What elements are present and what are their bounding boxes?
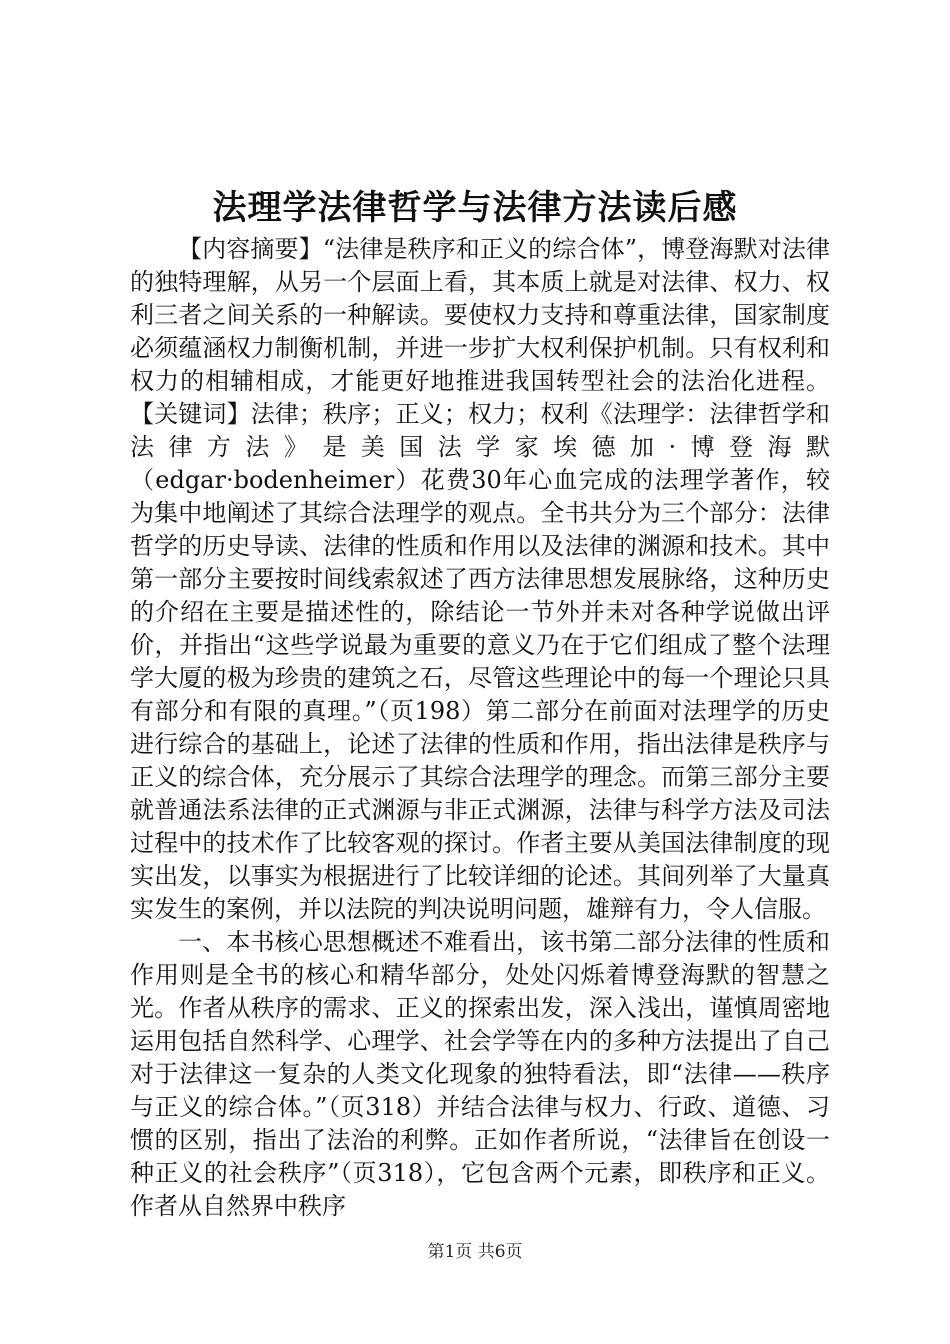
paragraph-abstract: 【内容摘要】“法律是秩序和正义的综合体”，博登海默对法律的独特理解，从另一个层面上看，其本质上就是对法律、权力、权利三者之间关系的一种解读。要使权力支持和尊重法律，国家制度必须蕴涵权力制衡机制，并进一步扩大权利保护机制。只有权利和权力的相辅相成，才能更好地推进我国转型社会的法治化进程。【关键词】法律；秩序；正义；权力；权利《法理学：法律哲学和法律方法》是美国法学家埃德加·博登海默（edgar·bodenheimer）花费30年心血完成的法理学著作，较为集中地阐述了其综合法理学的观点。全书共分为三个部分：法律哲学的历史导读、法律的性质和作用以及法律的渊源和技术。其中第一部分主要按时间线索叙述了西方法律思想发展脉络，这种历史的介绍在主要是描述性的，除结论一节外并未对各种学说做出评价，并指出“这些学说最为重要的意义乃在于它们组成了整个法理学大厦的极为珍贵的建筑之石，尽管这些理论中的每一个理论只具有部分和有限的真理。”（页198）第二部分在前面对法理学的历史进行综合的基础上，论述了法律的性质和作用，指出法律是秩序与正义的综合体，充分展示了其综合法理学的理念。而第三部分主要就普通法系法律的正式渊源与非正式渊源，法律与科学方法及司法过程中的技术作了比较客观的探讨。作者主要从美国法律制度的现实出发，以事实为根据进行了比较详细的论述。其间列举了大量真实发生的案例，并以法院的判决说明问题，雄辩有力，令人信服。 (130, 235, 830, 923)
page-number-footer: 第1页 共6页 (427, 1242, 523, 1262)
paragraph-section-one: 一、本书核心思想概述不难看出，该书第二部分法律的性质和作用则是全书的核心和精华部分，处处闪烁着博登海默的智慧之光。作者从秩序的需求、正义的探索出发，深入浅出，谨慎周密地运用包括自然科学、心理学、社会学等在内的多种方法提出了自己对于法律这一复杂的人类文化现象的独特看法，即“法律——秩序与正义的综合体。”（页318）并结合法律与权力、行政、道德、习惯的区别，指出了法治的利弊。正如作者所说，“法律旨在创设一种正义的社会秩序”（页318），它包含两个元素，即秩序和正义。作者从自然界中秩序 (130, 928, 830, 1220)
document-body (130, 233, 830, 1223)
document-title: 法理学法律哲学与法律方法读后感 (212, 188, 738, 228)
